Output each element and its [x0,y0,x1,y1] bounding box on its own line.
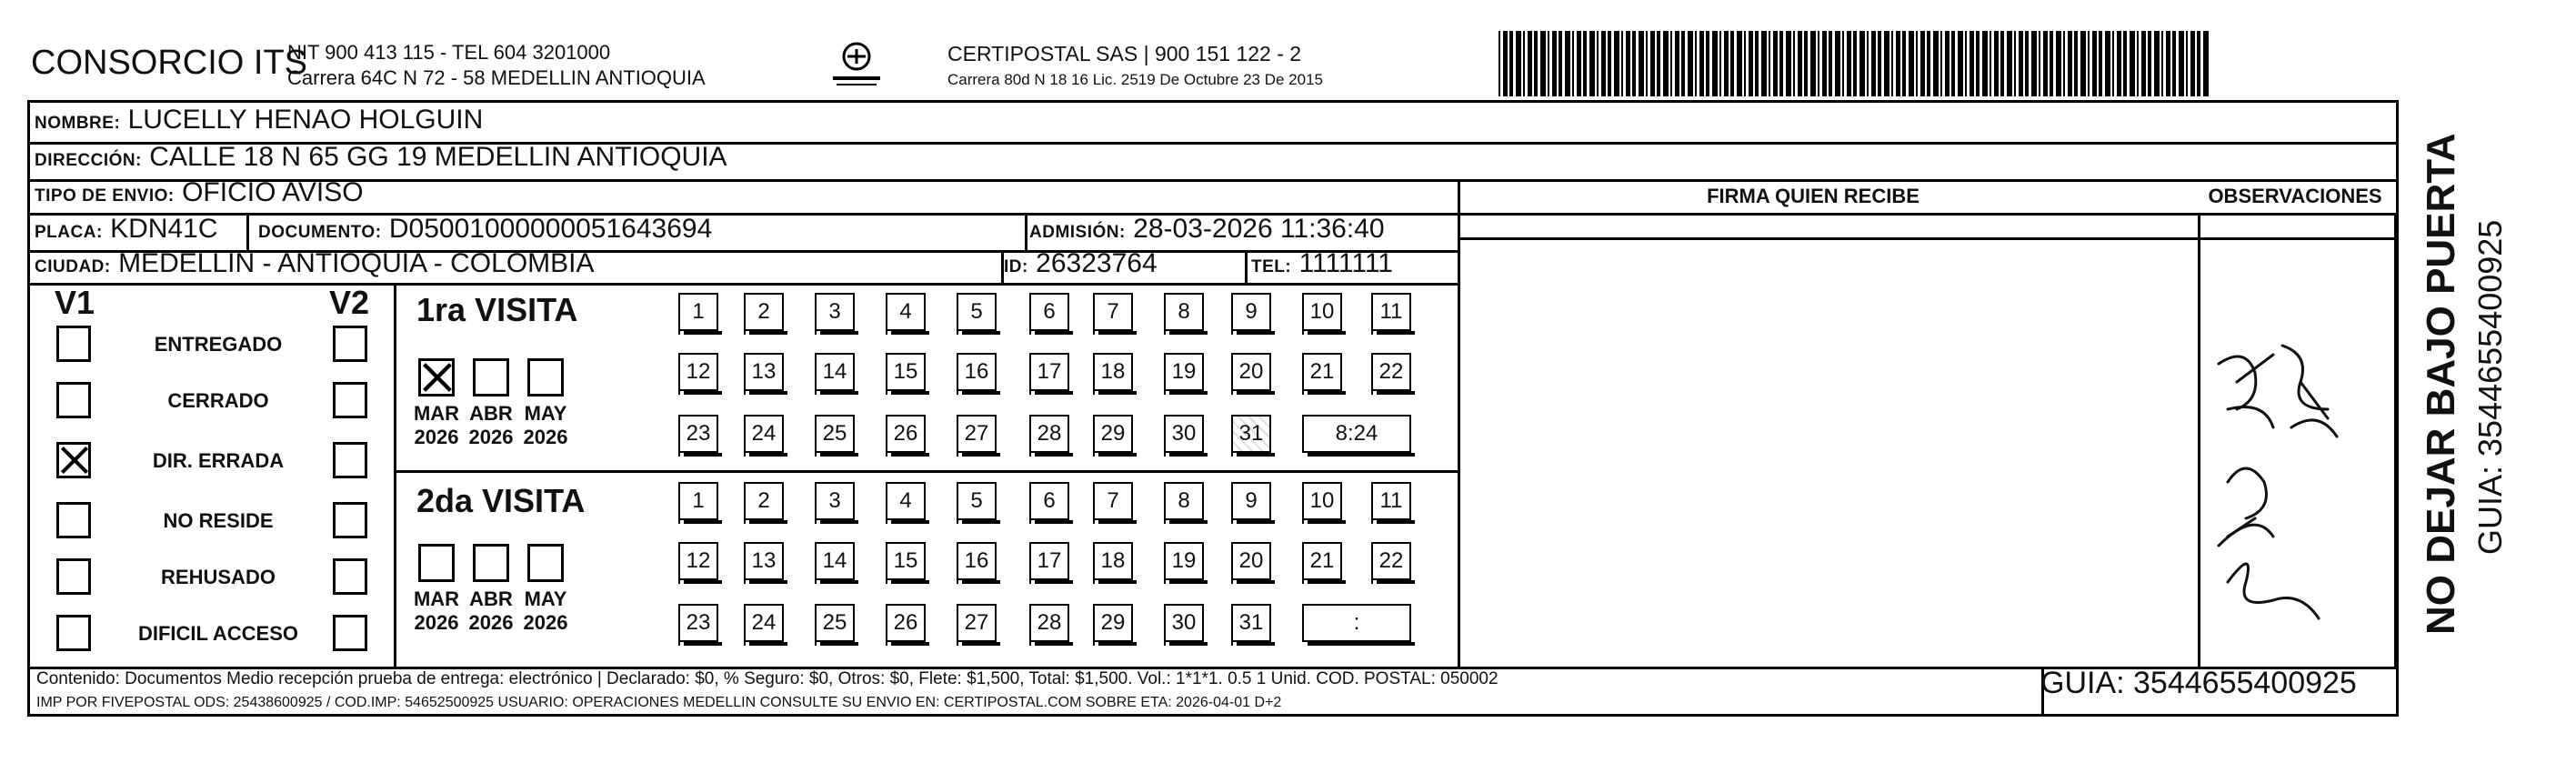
day-box[interactable]: 14 [815,353,855,391]
status-v2-checkbox[interactable] [333,382,367,418]
company-info [287,40,706,91]
day-box[interactable]: 5 [957,482,997,520]
nombre-field [35,105,483,138]
carrier-line: CERTIPOSTAL SAS | 900 151 122 - 2 [947,42,1302,65]
barcode [1498,31,2217,96]
placa-field [35,215,218,247]
status-v2-checkbox[interactable] [333,442,367,478]
carrier-info [947,40,1323,93]
tel-value: 1111111 [1298,248,1393,278]
direccion-field [35,143,727,176]
day-box[interactable]: 16 [957,353,997,391]
day-box[interactable]: 5 [957,293,997,331]
handwritten-signature [2200,327,2382,641]
nit-line: NIT 900 413 115 - TEL 604 3201000 [287,41,611,64]
day-box[interactable]: 10 [1302,293,1342,331]
license-line: Carrera 80d N 18 16 Lic. 2519 De Octubre 23 De 2015 [947,71,1323,88]
day-box[interactable]: 8 [1164,293,1204,331]
day-box[interactable]: 28 [1029,604,1069,642]
footer-print-info: IMP POR FIVEPOSTAL ODS: 25438600925 / COD.IMP: 54652500925 USUARIO: OPERACIONES MEDELLIN CONSULTE SU ENVIO EN: CERTIPOSTAL.COM SOBRE ETA: 2026-04-01 D+2 [36,695,1282,710]
id-field [1004,249,1158,282]
day-box[interactable]: 17 [1029,542,1069,580]
status-v1-checkbox[interactable] [56,502,91,538]
day-box[interactable]: 4 [886,293,926,331]
tel-label: TEL: [1251,257,1292,276]
day-box[interactable]: 27 [957,415,997,453]
direccion-label: DIRECCIÓN: [35,151,142,170]
documento-value: D05001000000051643694 [388,214,713,244]
day-box[interactable]: 26 [886,415,926,453]
month-checkbox[interactable] [527,544,564,582]
side-warning: NO DEJAR BAJO PUERTA [2419,133,2463,635]
day-box[interactable]: 31 [1231,604,1271,642]
v1-header: V1 [55,284,95,321]
day-box[interactable]: 12 [678,353,718,391]
tipo-field [35,178,364,211]
day-box[interactable]: 3 [815,293,855,331]
direccion-value: CALLE 18 N 65 GG 19 MEDELLIN ANTIOQUIA [149,142,727,172]
day-box[interactable]: 29 [1093,604,1133,642]
day-box[interactable]: 7 [1093,482,1133,520]
month-checkbox[interactable] [418,358,455,397]
day-box[interactable]: 15 [886,542,926,580]
footer-content: Contenido: Documentos Medio recepción prueba de entrega: electrónico | Declarado: $0, % Seguro: $0, Otros: $0, Flete: $1,500, Total: $1,500. Vol.: 1*1*1. 0.5 1 Unid. COD. POSTAL: 050002 [36,669,1498,688]
day-box[interactable]: 21 [1302,353,1342,391]
day-box[interactable]: 13 [744,353,784,391]
day-box[interactable]: 20 [1231,542,1271,580]
month-checkbox[interactable] [527,358,564,397]
hour-field[interactable]: : [1302,604,1411,642]
day-box[interactable]: 25 [815,604,855,642]
day-box[interactable]: 10 [1302,482,1342,520]
day-box[interactable]: 25 [815,415,855,453]
day-box[interactable]: 3 [815,482,855,520]
tipo-value: OFICIO AVISO [182,177,364,207]
documento-field [258,215,712,247]
v2-header: V2 [329,284,370,321]
status-v1-checkbox[interactable] [56,615,91,651]
observaciones-header: OBSERVACIONES [2208,185,2382,207]
month-label: MAY 2026 [523,402,568,448]
day-box[interactable]: 26 [886,604,926,642]
status-v1-checkbox[interactable] [56,382,91,418]
day-box[interactable]: 2 [744,482,784,520]
day-box[interactable]: 20 [1231,353,1271,391]
status-v1-checkbox[interactable] [56,442,91,478]
day-box[interactable]: 9 [1231,482,1271,520]
day-box[interactable]: 17 [1029,353,1069,391]
day-box[interactable]: 30 [1164,604,1204,642]
status-v2-checkbox[interactable] [333,326,367,362]
day-box[interactable]: 8 [1164,482,1204,520]
placa-label: PLACA: [35,223,103,242]
month-checkbox[interactable] [473,544,509,582]
day-box[interactable]: 23 [678,415,718,453]
day-box[interactable]: 23 [678,604,718,642]
day-box[interactable]: 29 [1093,415,1133,453]
day-box[interactable]: 27 [957,604,997,642]
month-checkbox[interactable] [418,544,455,582]
day-box[interactable]: 16 [957,542,997,580]
day-box[interactable]: 28 [1029,415,1069,453]
status-label: DIFICIL ACCESO [137,622,298,645]
placa-value: KDN41C [110,214,218,244]
side-guia: GUIA: 3544655400925 [2471,219,2509,555]
day-box[interactable]: 22 [1371,353,1411,391]
id-label: ID: [1004,257,1028,276]
day-box[interactable]: 18 [1093,353,1133,391]
firma-header: FIRMA QUIEN RECIBE [1707,185,1919,207]
id-value: 26323764 [1036,248,1158,278]
day-box[interactable]: 9 [1231,293,1271,331]
day-box[interactable]: 6 [1029,482,1069,520]
day-box[interactable]: 11 [1371,293,1411,331]
day-box[interactable]: 13 [744,542,784,580]
tipo-label: TIPO DE ENVIO: [35,186,175,206]
ciudad-field [35,249,595,282]
address-line: Carrera 64C N 72 - 58 MEDELLIN ANTIOQUIA [287,66,706,89]
status-label: NO RESIDE [163,509,274,532]
documento-label: DOCUMENTO: [258,223,382,242]
hour-field[interactable]: 8:24 [1302,415,1411,453]
day-box[interactable]: 2 [744,293,784,331]
status-v2-checkbox[interactable] [333,502,367,538]
status-label: DIR. ERRADA [152,449,285,472]
day-box[interactable]: 1 [678,482,718,520]
day-box[interactable]: 15 [886,353,926,391]
day-box[interactable]: 30 [1164,415,1204,453]
day-box[interactable]: 31 [1231,415,1271,453]
status-v2-checkbox[interactable] [333,615,367,651]
day-box[interactable]: 6 [1029,293,1069,331]
day-box[interactable]: 14 [815,542,855,580]
month-label: MAR 2026 [413,402,460,448]
month-label: ABR 2026 [468,587,514,634]
status-v1-checkbox[interactable] [56,326,91,362]
ciudad-label: CIUDAD: [35,257,111,276]
company-name: CONSORCIO ITS [31,44,308,82]
month-label: MAY 2026 [523,587,568,634]
tel-field [1251,249,1393,282]
day-box[interactable]: 4 [886,482,926,520]
admision-label: ADMISIÓN: [1029,223,1126,242]
nombre-value: LUCELLY HENAO HOLGUIN [127,105,484,135]
day-box[interactable]: 21 [1302,542,1342,580]
visit1-title: 1ra VISITA [416,291,578,328]
certipostal-logo [829,36,884,100]
day-box[interactable]: 7 [1093,293,1133,331]
status-v2-checkbox[interactable] [333,558,367,595]
day-box[interactable]: 11 [1371,482,1411,520]
day-box[interactable]: 1 [678,293,718,331]
day-box[interactable]: 22 [1371,542,1411,580]
visit2-title: 2da VISITA [416,482,586,519]
status-label: REHUSADO [161,566,276,588]
day-box[interactable]: 19 [1164,542,1204,580]
admision-value: 28-03-2026 11:36:40 [1133,214,1385,244]
ciudad-value: MEDELLIN - ANTIOQUIA - COLOMBIA [118,248,595,278]
month-checkbox[interactable] [473,358,509,397]
nombre-label: NOMBRE: [35,114,121,133]
month-label: ABR 2026 [468,402,514,448]
admision-field [1029,215,1385,247]
status-label: CERRADO [167,389,269,412]
day-box[interactable]: 24 [744,604,784,642]
day-box[interactable]: 24 [744,415,784,453]
status-label: ENTREGADO [154,333,283,356]
day-box[interactable]: 19 [1164,353,1204,391]
day-box[interactable]: 18 [1093,542,1133,580]
status-v1-checkbox[interactable] [56,558,91,595]
day-box[interactable]: 12 [678,542,718,580]
month-label: MAR 2026 [413,587,460,634]
footer-guia: GUIA: 3544655400925 [2040,666,2357,700]
